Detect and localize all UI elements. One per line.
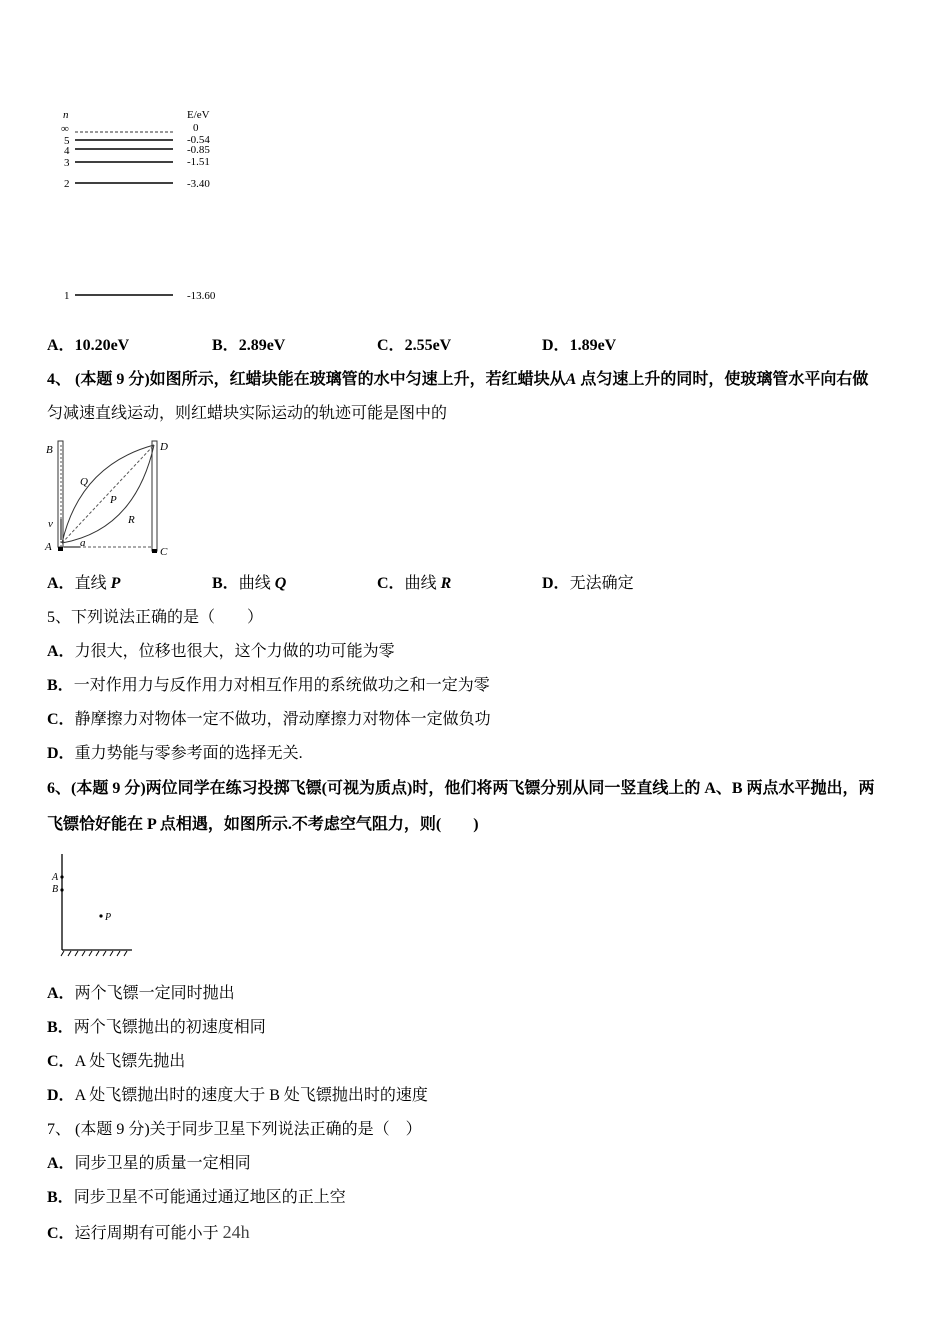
q4-stem-line1: 4、 (本题 9 分)如图所示，红蜡块能在玻璃管的水中匀速上升，若红蜡块从A 点匀速上升的同时，使玻璃管水平向右做 [47,371,869,388]
level-1 [64,290,216,302]
svg-text:a: a [80,537,86,549]
q6-stem-line1: 6、(本题 9 分)两位同学在练习投掷飞镖(可视为质点)时，他们将两飞镖分别从同一竖直线上的 A、B 两点水平抛出，两 [47,780,875,797]
svg-text:-13.60: -13.60 [187,290,216,302]
svg-text:B: B [46,444,53,456]
q6-option-c[interactable]: C．A 处飞镖先抛出 [47,1053,186,1070]
svg-text:-3.40: -3.40 [187,178,210,190]
energy-axis-label: E/eV [187,109,210,121]
q5-option-d[interactable]: D．重力势能与零参考面的选择无关. [47,745,303,762]
svg-text:4: 4 [64,145,70,157]
q3-option-c[interactable]: C．2.55eV [377,337,452,354]
svg-text:-0.85: -0.85 [187,144,210,156]
level-3 [64,156,210,169]
dart-diagram [48,850,138,965]
q7-option-c[interactable]: C．运行周期有可能小于 24h [47,1222,250,1242]
svg-text:D: D [160,441,168,453]
q5-option-a[interactable]: A．力很大，位移也很大，这个力做的功可能为零 [47,643,395,660]
svg-text:A: A [45,541,52,553]
q3-option-a[interactable]: A．10.20eV [47,337,130,354]
svg-text:v: v [48,518,53,530]
q5-option-b[interactable]: B．一对作用力与反作用力对相互作用的系统做功之和一定为零 [47,677,490,694]
svg-text:-1.51: -1.51 [187,156,210,168]
svg-text:P: P [105,912,112,923]
svg-text:∞: ∞ [61,123,69,135]
svg-text:C: C [160,546,168,558]
svg-text:B: B [52,884,59,895]
level-inf [61,122,199,135]
q3-option-b[interactable]: B．2.89eV [212,337,286,354]
q4-stem-line2: 匀减速直线运动，则红蜡块实际运动的轨迹可能是图中的 [47,405,448,422]
svg-text:5: 5 [64,135,70,147]
svg-text:3: 3 [64,157,70,169]
svg-text:2: 2 [64,178,70,190]
q6-option-a[interactable]: A．两个飞镖一定同时抛出 [47,985,235,1002]
wax-trajectory-diagram [40,435,180,560]
q5-option-c[interactable]: C．静摩擦力对物体一定不做功，滑动摩擦力对物体一定做负功 [47,711,491,728]
q4-option-c[interactable]: C．曲线 R [377,575,452,592]
svg-text:-0.54: -0.54 [187,134,210,146]
svg-text:1: 1 [64,290,70,302]
q5-stem: 5、下列说法正确的是（ ） [47,609,264,626]
q3-option-d[interactable]: D．1.89eV [542,337,617,354]
q4-option-b[interactable]: B．曲线 Q [212,575,287,592]
svg-text:P: P [110,494,117,506]
q4-option-a[interactable]: A．直线 P [47,575,121,592]
q4-option-d[interactable]: D．无法确定 [542,575,634,592]
svg-text:R: R [128,514,135,526]
energy-level-diagram [55,105,235,305]
svg-text:A: A [52,872,59,883]
svg-text:0: 0 [193,122,199,134]
svg-text:Q: Q [80,476,88,488]
n-axis-label: n [63,109,69,121]
q7-stem: 7、 (本题 9 分)关于同步卫星下列说法正确的是（ ） [47,1121,422,1138]
q6-option-d[interactable]: D．A 处飞镖抛出时的速度大于 B 处飞镖抛出时的速度 [47,1087,428,1104]
q7-option-b[interactable]: B．同步卫星不可能通过通辽地区的正上空 [47,1189,346,1206]
q6-option-b[interactable]: B．两个飞镖抛出的初速度相同 [47,1019,266,1036]
level-2 [64,178,210,190]
q6-stem-line2: 飞镖恰好能在 P 点相遇，如图所示.不考虑空气阻力，则( ) [47,816,479,833]
q7-option-a[interactable]: A．同步卫星的质量一定相同 [47,1155,251,1172]
